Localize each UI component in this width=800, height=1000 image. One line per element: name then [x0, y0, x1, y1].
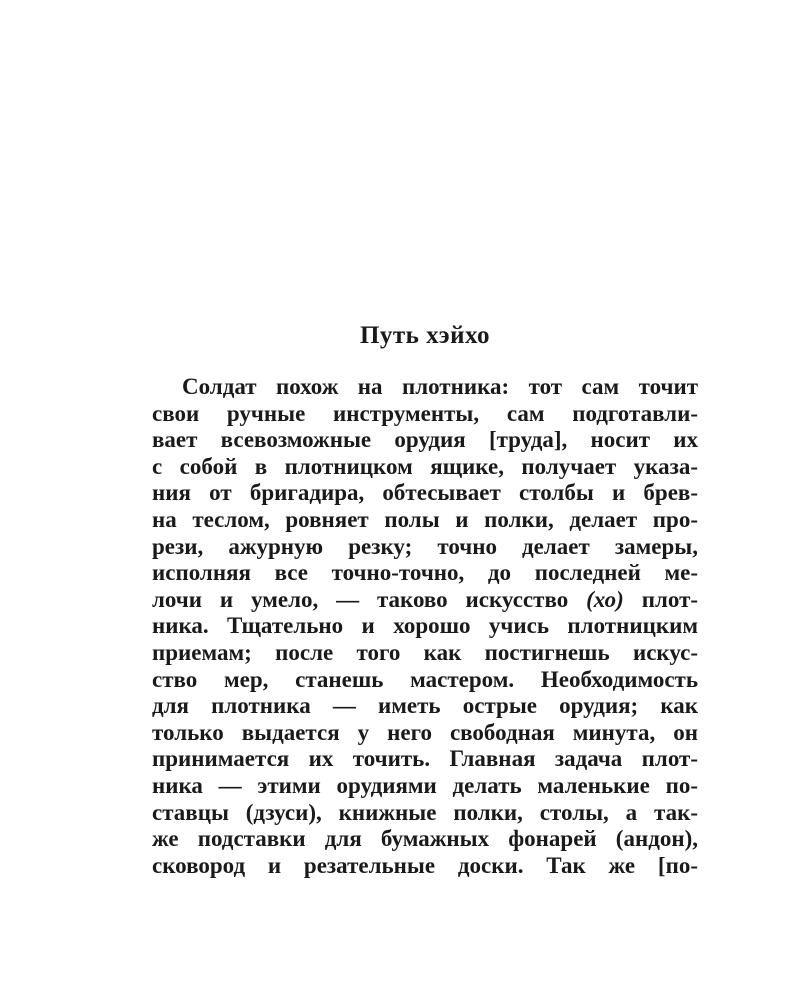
- text-line: ника — этими орудиями делать маленькие по-: [152, 772, 698, 798]
- text-line: сковород и резательные доски. Так же [по-: [152, 852, 698, 878]
- text-line: свои ручные инструменты, сам подготавли-: [152, 400, 698, 426]
- text-line: с собой в плотницком ящике, получает указа-: [152, 453, 698, 479]
- text-line: приемам; после того как постигнешь искус-: [152, 639, 698, 665]
- text-line-with-italic: [152, 587, 698, 614]
- text-line: рези, ажурную резку; точно делает замеры,: [152, 533, 698, 559]
- text-line: для плотника — иметь острые орудия; как: [152, 693, 698, 719]
- text-line: ставцы (дзуси), книжные полки, столы, а так-: [152, 799, 698, 825]
- text-line: ство мер, станешь мастером. Необходимость: [152, 666, 698, 692]
- chapter-title: Путь хэйхо: [359, 322, 491, 349]
- text-segment: плот-: [641, 586, 699, 612]
- text-line: ния от бригадира, обтесывает столбы и брев-: [152, 480, 698, 506]
- text-line: вает всевозможные орудия [труда], носит их: [152, 427, 698, 453]
- text-line: на теслом, ровняет полы и полки, делает про-: [152, 506, 698, 532]
- italic-term: (хо): [586, 586, 624, 612]
- text-line: только выдается у него свободная минута, он: [152, 719, 698, 745]
- text-segment: лочи и умело, — таково искусство: [152, 586, 569, 612]
- text-line: принимается их точить. Главная задача плот-: [152, 746, 698, 772]
- text-line: ника. Тщательно и хорошо учись плотницким: [152, 613, 698, 639]
- text-line: исполняя все точно-точно, до последней ме-: [152, 560, 698, 586]
- body-paragraph: [152, 374, 698, 879]
- text-line: же подставки для бумажных фонарей (андон),: [152, 826, 698, 852]
- text-line: Солдат похож на плотника: тот сам точит: [182, 374, 698, 399]
